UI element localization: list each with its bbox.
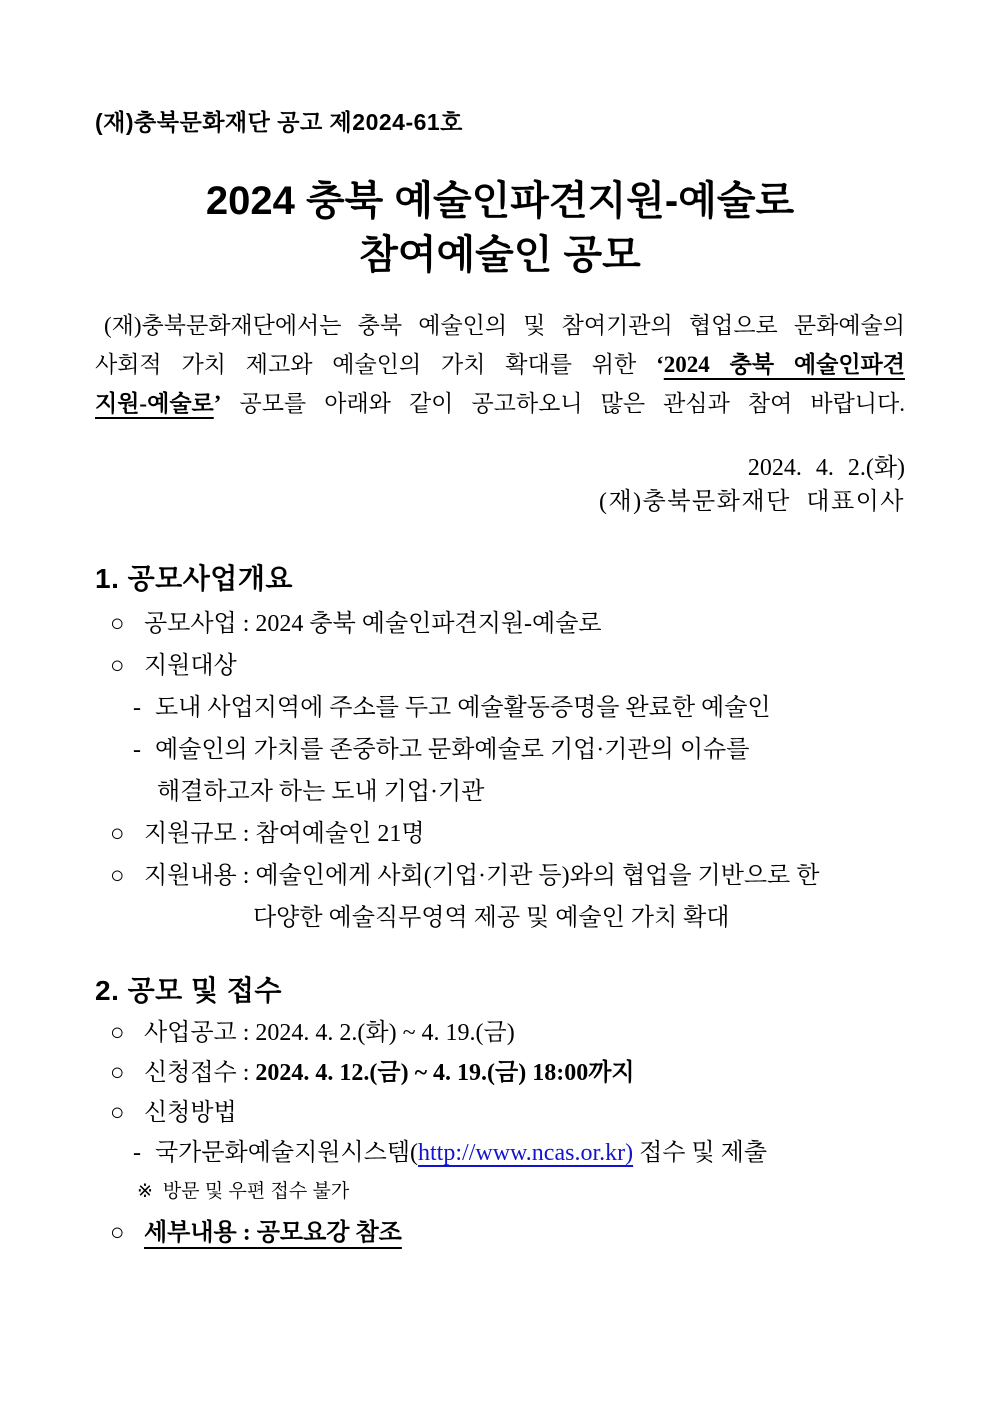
intro-line-3: 지원-예술로’ 공모를 아래와 같이 공고하오니 많은 관심과 참여 바랍니다. [95,391,905,416]
emphasis-program-name-part2: 지원-예술로 [95,391,214,416]
application-deadline: 2024. 4. 12.(금) ~ 4. 19.(금) 18:00까지 [255,1060,635,1086]
intro-line-1: (재)충북문화재단에서는 충북 예술인의 및 참여기관의 협업으로 문화예술의 [104,313,905,338]
section-1-heading: 1. 공모사업개요 [95,563,293,594]
section-overview [95,563,905,939]
item-support-content: ○ 지원내용 : 예술인에게 사회(기업·기관 등)와의 협업을 기반으로 한 [110,855,905,897]
circle-bullet: ○ [110,1220,125,1246]
intro-paragraph [95,306,905,423]
title-line-1: 2024 충북 예술인파견지원-예술로 [205,179,795,223]
item-target-sub-organization: - 예술인의 가치를 존중하고 문화예술로 기업·기관의 이슈를 [133,729,905,771]
item-target-sub-organization-cont: 해결하고자 하는 도내 기업·기관 [157,779,485,805]
item-support-content-cont: 다양한 예술직무영역 제공 및 예술인 가치 확대 [253,905,730,931]
dash-bullet: - [133,737,141,763]
dash-bullet: - [133,695,141,721]
circle-bullet: ○ [110,653,125,679]
page-title [95,174,905,282]
item-support-scale: ○ 지원규모 : 참여예술인 21명 [110,813,905,855]
section-2-items [95,1013,905,1255]
item-application-period: ○ 신청접수 : 2024. 4. 12.(금) ~ 4. 19.(금) 18:00까지 [110,1053,905,1093]
item-project-name: ○ 공모사업 : 2024 충북 예술인파견지원-예술로 [110,603,905,645]
section-1-items [95,603,905,939]
dash-bullet: - [133,1140,141,1166]
item-announcement-period: ○ 사업공고 : 2024. 4. 2.(화) ~ 4. 19.(금) [110,1013,905,1053]
item-note-no-visit: ※ 방문 및 우편 접수 불가 [137,1181,350,1202]
emphasis-program-name-part1: 2024 충북 예술인파견 [663,352,905,377]
circle-bullet: ○ [110,863,125,889]
section-2-heading: 2. 공모 및 접수 [95,975,282,1006]
circle-bullet: ○ [110,611,125,637]
signer: (재)충북문화재단 대표이사 [598,489,905,515]
reference-mark: ※ [137,1181,153,1202]
circle-bullet: ○ [110,1060,125,1086]
doc-number: (재)충북문화재단 공고 제2024-61호 [95,109,463,135]
item-target-sub-artist: - 도내 사업지역에 주소를 두고 예술활동증명을 완료한 예술인 [133,687,905,729]
circle-bullet: ○ [110,821,125,847]
announcement-date: 2024. 4. 2.(화) [747,455,905,481]
circle-bullet: ○ [110,1020,125,1046]
close-quote: ’ [213,391,222,416]
item-support-target: ○ 지원대상 [110,645,905,687]
section-application [95,975,905,1255]
item-method-sub-system: - 국가문화예술지원시스템(http://www.ncas.or.kr) 접수 및 제출 [133,1133,905,1173]
ncas-link[interactable]: http://www.ncas.or.kr) [418,1140,634,1166]
item-detail-reference: ○ 세부내용 : 공모요강 참조 [110,1211,905,1255]
title-line-2: 참여예술인 공모 [359,233,641,277]
open-quote: ‘ [656,352,664,377]
item-application-method: ○ 신청방법 [110,1093,905,1133]
circle-bullet: ○ [110,1100,125,1126]
intro-line-2: 사회적 가치 제고와 예술인의 가치 확대를 위한 ‘2024 충북 예술인파견 [95,352,905,377]
